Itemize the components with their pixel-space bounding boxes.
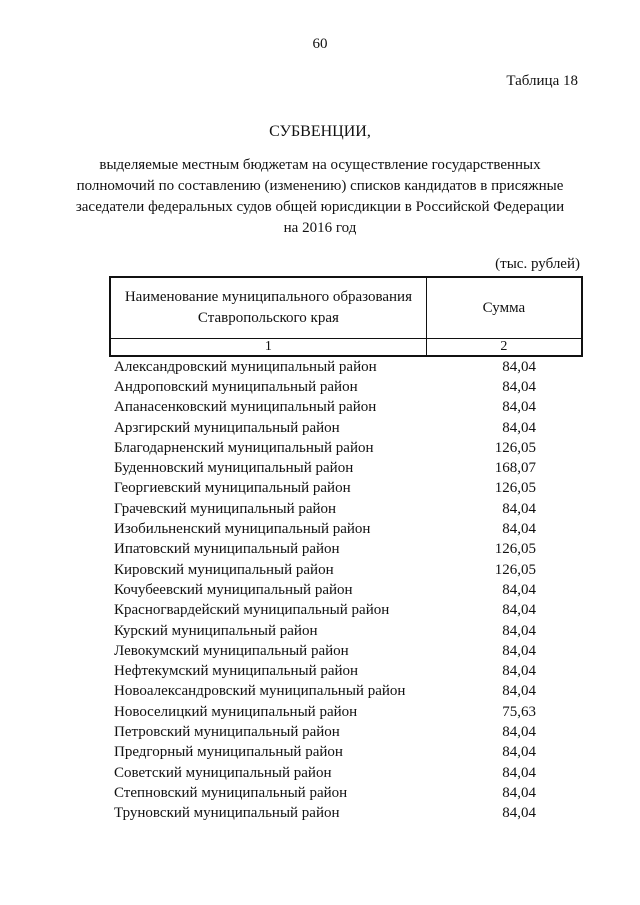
district-amount: 84,04 bbox=[502, 500, 536, 517]
column-number-row bbox=[110, 339, 582, 357]
district-amount: 126,05 bbox=[494, 480, 536, 497]
district-name: Курский муниципальный район bbox=[114, 622, 318, 639]
district-amount: 84,04 bbox=[502, 764, 536, 781]
table-header bbox=[110, 277, 582, 356]
table-label: Таблица 18 bbox=[506, 73, 578, 89]
column-number-name: 1 bbox=[110, 339, 426, 357]
column-header-name: Наименование муниципального образования Ставропольского края bbox=[110, 277, 426, 339]
district-name: Нефтекумский муниципальный район bbox=[114, 663, 359, 680]
district-name: Советский муниципальный район bbox=[114, 764, 332, 781]
district-name: Новоалександровский муниципальный район bbox=[114, 683, 406, 700]
table-row bbox=[110, 804, 582, 824]
district-amount: 84,04 bbox=[502, 399, 536, 416]
district-name: Георгиевский муниципальный район bbox=[114, 480, 351, 497]
district-name: Кочубеевский муниципальный район bbox=[114, 581, 353, 598]
table-row bbox=[110, 661, 582, 681]
district-name: Новоселицкий муниципальный район bbox=[114, 703, 358, 720]
table-row bbox=[110, 783, 582, 803]
district-amount: 75,63 bbox=[502, 703, 536, 720]
district-name: Кировский муниципальный район bbox=[114, 561, 334, 578]
table-row bbox=[110, 356, 582, 377]
column-header-sum: Сумма bbox=[426, 277, 582, 339]
table-row bbox=[110, 499, 582, 519]
district-name: Предгорный муниципальный район bbox=[114, 744, 343, 761]
district-amount: 168,07 bbox=[494, 460, 536, 477]
district-amount: 126,05 bbox=[494, 561, 536, 578]
table-header-row bbox=[110, 277, 582, 339]
table-row bbox=[110, 601, 582, 621]
subventions-table bbox=[109, 276, 583, 824]
table-row bbox=[110, 438, 582, 458]
document-subtitle: выделяемые местным бюджетам на осуществление государственных полномочий по составлению (изменению) списков кандидатов в присяжные заседатели федеральных судов общей юрисдикции в Российской Федерации на 2016 год bbox=[75, 157, 565, 236]
table-row bbox=[110, 377, 582, 397]
district-name: Труновский муниципальный район bbox=[114, 805, 340, 822]
district-amount: 84,04 bbox=[502, 663, 536, 680]
document-title: СУБВЕНЦИИ, bbox=[269, 123, 371, 140]
district-amount: 84,04 bbox=[502, 378, 536, 395]
district-amount: 84,04 bbox=[502, 642, 536, 659]
district-name: Арзгирский муниципальный район bbox=[114, 419, 340, 436]
district-name: Ипатовский муниципальный район bbox=[114, 541, 340, 558]
district-name: Изобильненский муниципальный район bbox=[114, 521, 371, 538]
table-row bbox=[110, 702, 582, 722]
district-amount: 84,04 bbox=[502, 622, 536, 639]
district-amount: 84,04 bbox=[502, 683, 536, 700]
district-amount: 84,04 bbox=[502, 744, 536, 761]
district-name: Степновский муниципальный район bbox=[114, 784, 348, 801]
district-name: Буденновский муниципальный район bbox=[114, 460, 354, 477]
district-amount: 84,04 bbox=[502, 723, 536, 740]
table-row bbox=[110, 418, 582, 438]
table-body bbox=[110, 356, 582, 824]
district-amount: 84,04 bbox=[502, 521, 536, 538]
district-amount: 84,04 bbox=[502, 581, 536, 598]
page-number: 60 bbox=[312, 36, 328, 52]
district-amount: 84,04 bbox=[502, 358, 536, 375]
district-amount: 84,04 bbox=[502, 602, 536, 619]
district-amount: 126,05 bbox=[494, 439, 536, 456]
table-row bbox=[110, 580, 582, 600]
district-amount: 84,04 bbox=[502, 805, 536, 822]
district-name: Красногвардейский муниципальный район bbox=[114, 602, 390, 619]
district-name: Петровский муниципальный район bbox=[114, 723, 340, 740]
table-row bbox=[110, 540, 582, 560]
table-row bbox=[110, 722, 582, 742]
district-amount: 84,04 bbox=[502, 784, 536, 801]
table-row bbox=[110, 743, 582, 763]
district-name: Благодарненский муниципальный район bbox=[114, 439, 374, 456]
district-name: Андроповский муниципальный район bbox=[114, 378, 358, 395]
district-amount: 84,04 bbox=[502, 419, 536, 436]
district-name: Апанасенковский муниципальный район bbox=[114, 399, 377, 416]
table-row bbox=[110, 519, 582, 539]
table-row bbox=[110, 682, 582, 702]
district-name: Грачевский муниципальный район bbox=[114, 500, 337, 517]
table-row bbox=[110, 621, 582, 641]
table-row bbox=[110, 560, 582, 580]
units-label: (тыс. рублей) bbox=[495, 256, 580, 272]
column-number-sum: 2 bbox=[426, 339, 582, 357]
table-row bbox=[110, 458, 582, 478]
district-name: Левокумский муниципальный район bbox=[114, 642, 349, 659]
table-row bbox=[110, 763, 582, 783]
table-row bbox=[110, 641, 582, 661]
district-name: Александровский муниципальный район bbox=[114, 358, 377, 375]
table-row bbox=[110, 479, 582, 499]
table-row bbox=[110, 398, 582, 418]
district-amount: 126,05 bbox=[494, 541, 536, 558]
